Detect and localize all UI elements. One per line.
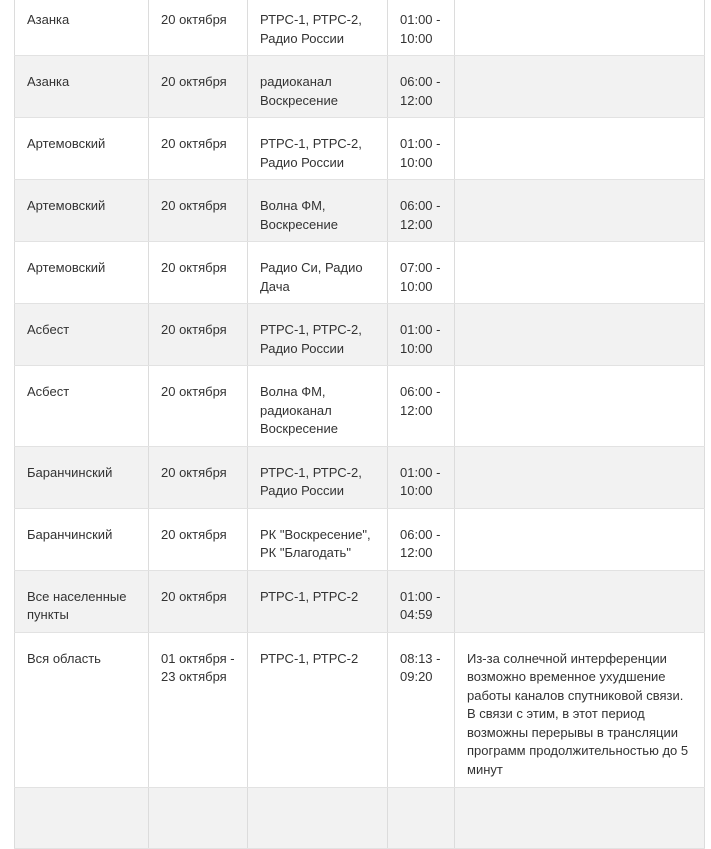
note-cell <box>455 56 705 118</box>
time-cell: 06:00 - 12:00 <box>388 180 455 242</box>
date-cell: 20 октября <box>149 446 248 508</box>
time-cell: 06:00 - 12:00 <box>388 366 455 447</box>
locality-cell: Баранчинский <box>15 508 149 570</box>
time-cell: 07:00 - 10:00 <box>388 242 455 304</box>
date-cell: 20 октября <box>149 118 248 180</box>
table-row <box>15 632 705 787</box>
locality-cell: Азанка <box>15 0 149 56</box>
table-row <box>15 508 705 570</box>
locality-cell: Вся область <box>15 632 149 787</box>
date-cell: 01 октября - 23 октября <box>149 632 248 787</box>
channels-cell: РТРС-1, РТРС-2, Радио России <box>248 304 388 366</box>
note-cell <box>455 570 705 632</box>
table-row <box>15 787 705 848</box>
date-cell: 20 октября <box>149 508 248 570</box>
time-cell: 01:00 - 10:00 <box>388 0 455 56</box>
locality-cell: Артемовский <box>15 180 149 242</box>
time-cell: 06:00 - 12:00 <box>388 508 455 570</box>
note-cell <box>455 0 705 56</box>
table-row <box>15 0 705 56</box>
time-cell: 08:13 - 09:20 <box>388 632 455 787</box>
time-cell <box>388 787 455 848</box>
note-cell <box>455 118 705 180</box>
table-row <box>15 242 705 304</box>
channels-cell: РТРС-1, РТРС-2 <box>248 632 388 787</box>
date-cell <box>149 787 248 848</box>
time-cell: 01:00 - 10:00 <box>388 118 455 180</box>
time-cell: 01:00 - 10:00 <box>388 304 455 366</box>
note-cell <box>455 446 705 508</box>
time-cell: 01:00 - 10:00 <box>388 446 455 508</box>
channels-cell: Волна ФМ, радиоканал Воскресение <box>248 366 388 447</box>
channels-cell: радиоканал Воскресение <box>248 56 388 118</box>
locality-cell: Баранчинский <box>15 446 149 508</box>
date-cell: 20 октября <box>149 570 248 632</box>
channels-cell: РТРС-1, РТРС-2, Радио России <box>248 446 388 508</box>
locality-cell: Артемовский <box>15 118 149 180</box>
note-cell <box>455 508 705 570</box>
channels-cell: Волна ФМ, Воскресение <box>248 180 388 242</box>
time-cell: 01:00 - 04:59 <box>388 570 455 632</box>
table-row <box>15 366 705 447</box>
channels-cell: РТРС-1, РТРС-2, Радио России <box>248 0 388 56</box>
time-cell: 06:00 - 12:00 <box>388 56 455 118</box>
channels-cell <box>248 787 388 848</box>
note-cell <box>455 787 705 848</box>
broadcast-schedule-table <box>14 0 705 849</box>
date-cell: 20 октября <box>149 304 248 366</box>
locality-cell: Асбест <box>15 304 149 366</box>
note-cell <box>455 242 705 304</box>
channels-cell: РТРС-1, РТРС-2, Радио России <box>248 118 388 180</box>
locality-cell: Все населенные пункты <box>15 570 149 632</box>
note-cell <box>455 304 705 366</box>
table-row <box>15 118 705 180</box>
channels-cell: РК "Воскресение", РК "Благодать" <box>248 508 388 570</box>
table-row <box>15 56 705 118</box>
date-cell: 20 октября <box>149 366 248 447</box>
locality-cell: Асбест <box>15 366 149 447</box>
locality-cell: Азанка <box>15 56 149 118</box>
date-cell: 20 октября <box>149 0 248 56</box>
date-cell: 20 октября <box>149 56 248 118</box>
table-row <box>15 570 705 632</box>
note-cell <box>455 180 705 242</box>
table-row <box>15 446 705 508</box>
table-row <box>15 304 705 366</box>
date-cell: 20 октября <box>149 242 248 304</box>
date-cell: 20 октября <box>149 180 248 242</box>
locality-cell <box>15 787 149 848</box>
channels-cell: РТРС-1, РТРС-2 <box>248 570 388 632</box>
note-cell <box>455 366 705 447</box>
locality-cell: Артемовский <box>15 242 149 304</box>
table-row <box>15 180 705 242</box>
channels-cell: Радио Си, Радио Дача <box>248 242 388 304</box>
note-cell: Из-за солнечной интерференции возможно временное ухудшение работы каналов спутниковой связи. В связи с этим, в этот период возможны перерывы в трансляции программ продолжительностью до 5 минут <box>455 632 705 787</box>
